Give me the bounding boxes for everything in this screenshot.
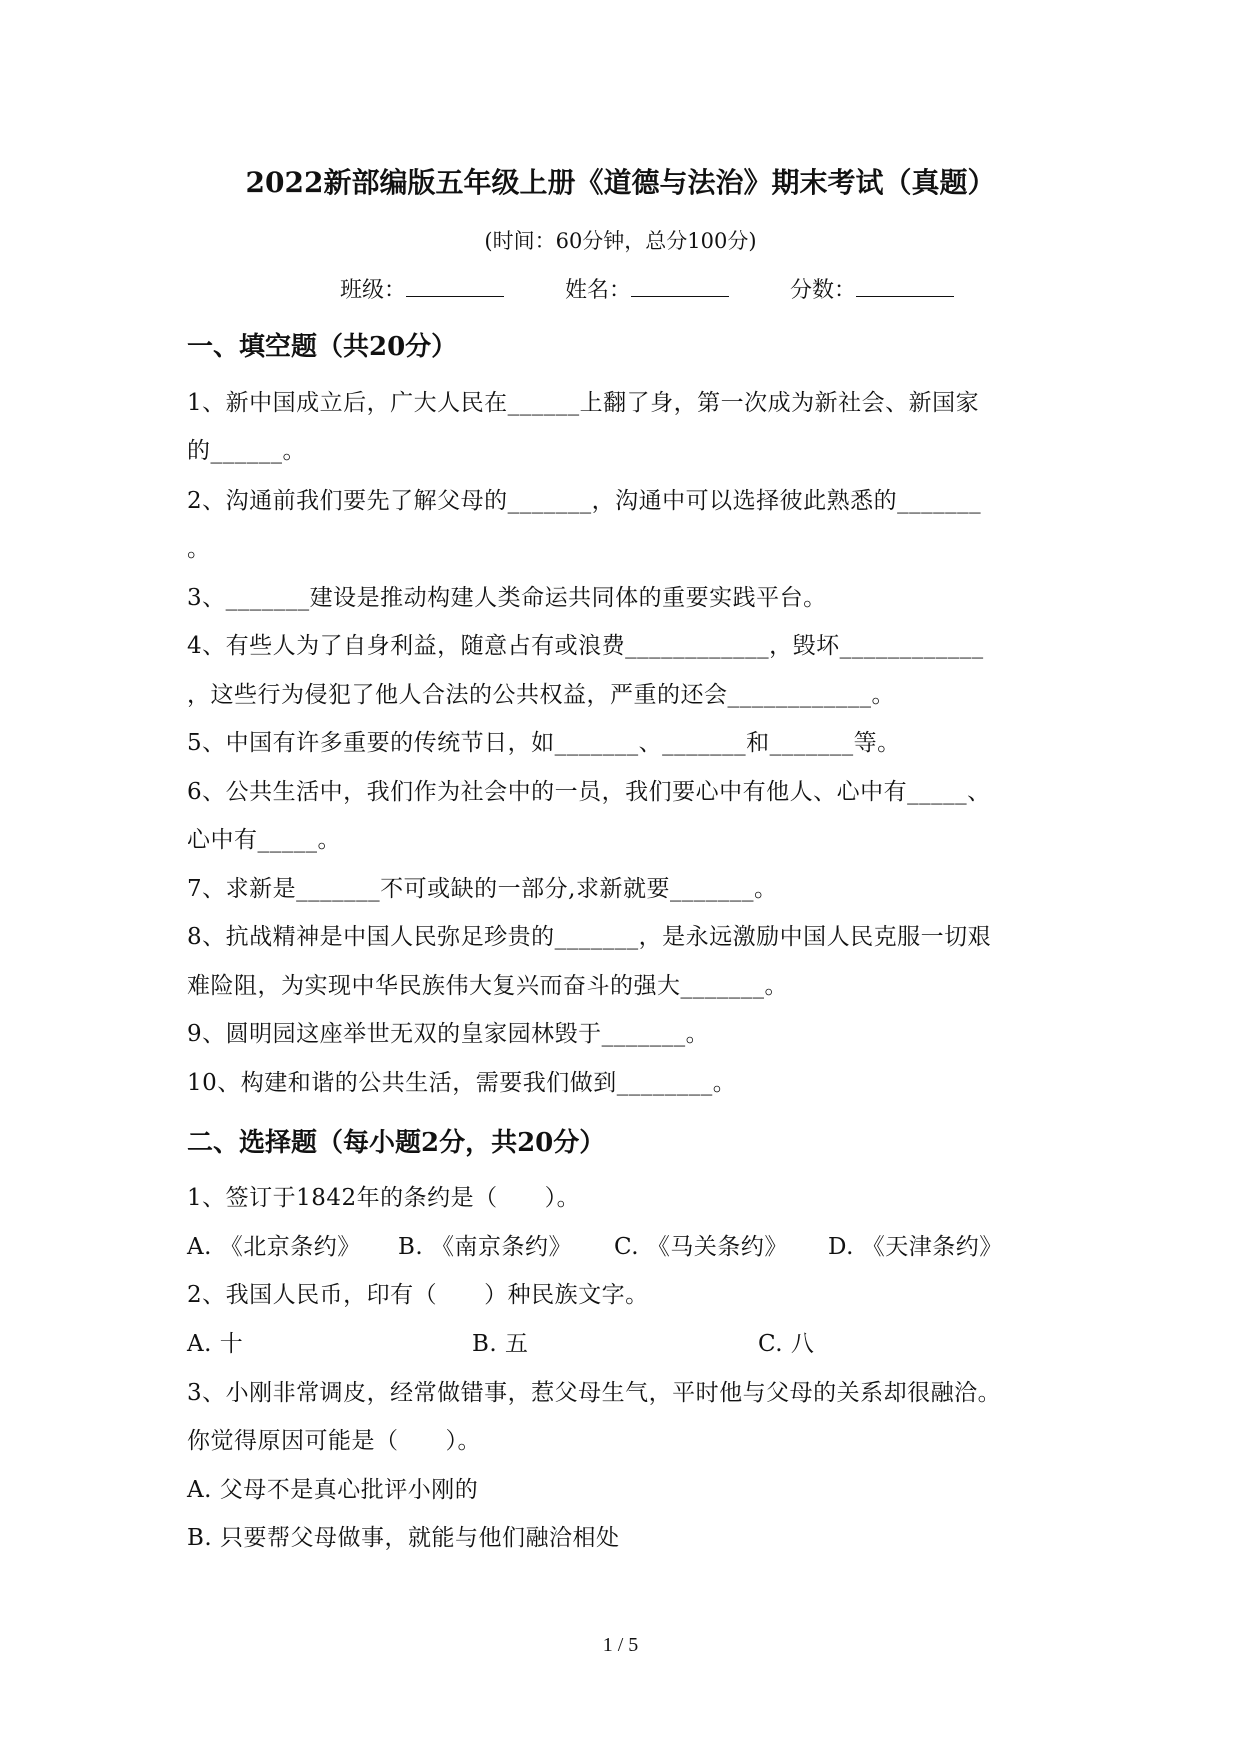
name-blank xyxy=(631,272,729,297)
score-label: 分数： xyxy=(790,278,857,303)
choice-q1-option-a: A. 《北京条约》 xyxy=(187,1234,361,1260)
fill-line-1: 1、新中国成立后，广大人民在______上翻了身，第一次成为新社会、新国家 xyxy=(187,390,980,416)
choice-q3-option-b: B. 只要帮父母做事，就能与他们融洽相处 xyxy=(187,1525,620,1551)
page-title: 2022新部编版五年级上册《道德与法治》期末考试（真题） xyxy=(245,166,996,199)
fill-line-7: ，这些行为侵犯了他人合法的公共权益，严重的还会____________。 xyxy=(187,682,895,708)
fill-line-13: 难险阻，为实现中华民族伟大复兴而奋斗的强大_______。 xyxy=(187,973,788,999)
section-choice-heading: 二、选择题（每小题2分，共20分） xyxy=(187,1128,606,1158)
section-fill-in-heading: 一、填空题（共20分） xyxy=(187,332,458,362)
fill-line-12: 8、抗战精神是中国人民弥足珍贵的_______，是永远激励中国人民克服一切艰 xyxy=(187,924,992,950)
fill-line-6: 4、有些人为了自身利益，随意占有或浪费____________，毁坏____________ xyxy=(187,633,984,659)
fill-line-10: 心中有_____。 xyxy=(187,827,341,853)
choice-q1-option-c: C. 《马关条约》 xyxy=(614,1234,788,1260)
score-blank xyxy=(856,272,954,297)
class-blank xyxy=(406,272,504,297)
choice-q3-stem-line1: 3、小刚非常调皮，经常做错事，惹父母生气，平时他与父母的关系却很融洽。 xyxy=(187,1380,1002,1406)
choice-q1-stem: 1、签订于1842年的条约是（ ）。 xyxy=(187,1185,581,1211)
class-field xyxy=(340,272,504,308)
choice-q3-option-a: A. 父母不是真心批评小刚的 xyxy=(187,1477,479,1503)
fill-line-14: 9、圆明园这座举世无双的皇家园林毁于_______。 xyxy=(187,1021,710,1047)
choice-q3-stem-line2: 你觉得原因可能是（ ）。 xyxy=(187,1428,481,1454)
choice-q2-stem: 2、我国人民币，印有（ ）种民族文字。 xyxy=(187,1282,649,1308)
choice-q2-option-c: C. 八 xyxy=(758,1331,815,1357)
class-label: 班级： xyxy=(340,278,407,303)
fill-line-15: 10、构建和谐的公共生活，需要我们做到________。 xyxy=(187,1070,737,1096)
fill-line-4: 。 xyxy=(187,536,211,562)
fill-line-8: 5、中国有许多重要的传统节日，如_______、_______和_______等。 xyxy=(187,730,901,756)
exam-time-note: (时间：60分钟，总分100分) xyxy=(484,229,757,253)
choice-q2-option-a: A. 十 xyxy=(187,1331,244,1357)
fill-line-2: 的______。 xyxy=(187,438,306,464)
page-number: 1 / 5 xyxy=(602,1634,639,1656)
fill-line-3: 2、沟通前我们要先了解父母的_______，沟通中可以选择彼此熟悉的_______ xyxy=(187,488,982,514)
score-field xyxy=(790,272,954,308)
choice-q2-option-b: B. 五 xyxy=(472,1331,529,1357)
fill-line-11: 7、求新是_______不可或缺的一部分,求新就要_______。 xyxy=(187,876,778,902)
choice-q1-option-b: B. 《南京条约》 xyxy=(398,1234,573,1260)
name-field xyxy=(565,272,729,308)
choice-q1-option-d: D. 《天津条约》 xyxy=(828,1234,1003,1260)
fill-line-5: 3、_______建设是推动构建人类命运共同体的重要实践平台。 xyxy=(187,585,827,611)
fill-line-9: 6、公共生活中，我们作为社会中的一员，我们要心中有他人、心中有_____、 xyxy=(187,779,991,805)
name-label: 姓名： xyxy=(565,278,632,303)
